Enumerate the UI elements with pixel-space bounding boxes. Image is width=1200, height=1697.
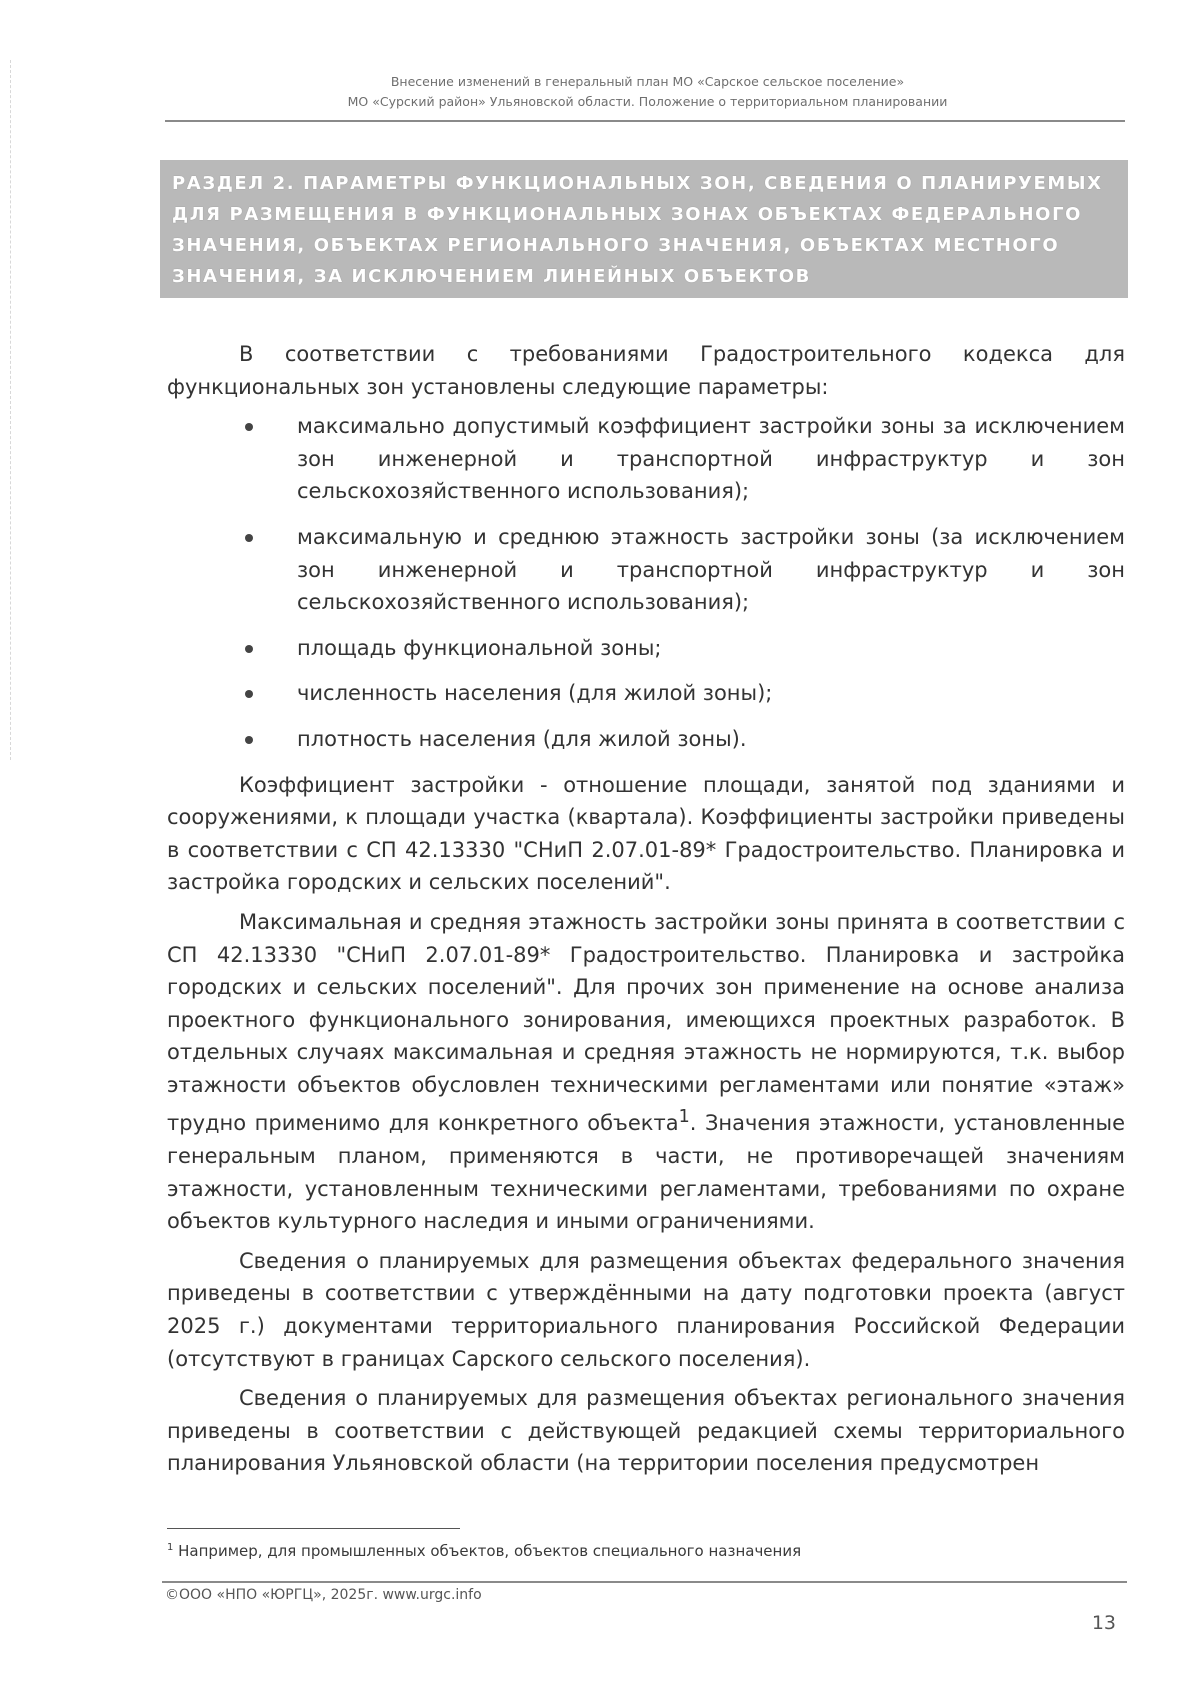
bullet-icon bbox=[245, 690, 253, 698]
list-item bbox=[167, 723, 1125, 756]
federal-objects-paragraph: Сведения о планируемых для размещения объектах федерального значения приведены в соответствии с утверждёнными на дату подготовки проекта (август 2025 г.) документами территориального планирования Российской Федерации (отсутствуют в границах Сарского сельского поселения). bbox=[167, 1248, 1125, 1371]
coefficient-paragraph: Коэффициент застройки - отношение площади, занятой под зданиями и сооружениями, к площади участка (квартала). Коэффициенты застройки приведены в соответствии с СП 42.13330 "СНиП 2.07.01-89* Градостроительство. Планировка и застройка городских и сельских поселений". bbox=[167, 772, 1125, 895]
list-item bbox=[167, 677, 1125, 710]
regional-objects-paragraph: Сведения о планируемых для размещения объектах регионального значения приведены в соответствии с действующей редакцией схемы территориального планирования Ульяновской области (на территории поселения предусмотрен bbox=[167, 1386, 1125, 1476]
footer-divider bbox=[162, 1581, 1127, 1583]
bullet-icon bbox=[245, 736, 253, 744]
footnote-reference[interactable]: 1 bbox=[678, 1107, 690, 1128]
list-item-text: численность населения (для жилой зоны); bbox=[297, 681, 773, 706]
page-number: 13 bbox=[1091, 1612, 1116, 1634]
bullet-icon bbox=[245, 534, 253, 542]
list-item-text: максимально допустимый коэффициент застройки зоны за исключением зон инженерной и транспортной инфраструктур и зон сельскохозяйственного использования); bbox=[297, 414, 1125, 504]
storeys-text-part-1: Максимальная и средняя этажность застройки зоны принята в соответствии с СП 42.13330 "СНиП 2.07.01-89* Градостроительство. Планировка и застройка городских и сельских поселений". Для прочих зон применение на основе анализа проектного функционального зонирования, имеющихся проектных разработок. В отдельных случаях максимальная и средняя этажность не нормируются, т.к. выбор этажности объектов обусловлен техническими регламентами или понятие «этаж» трудно применимо для конкретного объекта bbox=[167, 909, 1125, 1136]
storeys-paragraph bbox=[167, 906, 1125, 1238]
header-line-1: Внесение изменений в генеральный план МО «Сарское сельское поселение» bbox=[390, 74, 905, 89]
section-title: РАЗДЕЛ 2. ПАРАМЕТРЫ ФУНКЦИОНАЛЬНЫХ ЗОН, СВЕДЕНИЯ О ПЛАНИРУЕМЫХ ДЛЯ РАЗМЕЩЕНИЯ В ФУНКЦИОНАЛЬНЫХ ЗОНАХ ОБЪЕКТАХ ФЕДЕРАЛЬНОГО ЗНАЧЕНИЯ, ОБЪЕКТАХ РЕГИОНАЛЬНОГО ЗНАЧЕНИЯ, ОБЪЕКТАХ МЕСТНОГО ЗНАЧЕНИЯ, ЗА ИСКЛЮЧЕНИЕМ ЛИНЕЙНЫХ ОБЪЕКТОВ bbox=[172, 173, 1103, 287]
list-item-text: плотность населения (для жилой зоны). bbox=[297, 726, 747, 751]
header-line-2: МО «Сурский район» Ульяновской области. Положение о территориальном планировании bbox=[347, 94, 948, 109]
footnote bbox=[167, 1538, 1067, 1561]
scan-edge-marks bbox=[10, 60, 14, 760]
footnote-text: Например, для промышленных объектов, объектов специального назначения bbox=[173, 1542, 802, 1560]
document-header bbox=[165, 72, 1130, 112]
list-item bbox=[167, 632, 1125, 665]
storeys-text-part-2: . Значения этажности, установленные генеральным планом, применяются в части, не противоречащей значениям этажности, установленным техническими регламентами, требованиями по охране объектов культурного наследия и иными ограничениями. bbox=[167, 1111, 1125, 1234]
section-heading-box bbox=[160, 160, 1128, 298]
list-item bbox=[167, 521, 1125, 619]
document-body bbox=[167, 338, 1125, 1480]
bullet-icon bbox=[245, 423, 253, 431]
footnote-marker: 1 bbox=[167, 1542, 174, 1553]
footnote-divider bbox=[167, 1528, 460, 1529]
list-item bbox=[167, 410, 1125, 508]
list-item-text: площадь функциональной зоны; bbox=[297, 635, 662, 660]
list-item-text: максимальную и среднюю этажность застройки зоны (за исключением зон инженерной и транспортной инфраструктур и зон сельскохозяйственного использования); bbox=[297, 524, 1125, 615]
intro-paragraph: В соответствии с требованиями Градостроительного кодекса для функциональных зон установлены следующие параметры: bbox=[167, 342, 1125, 399]
footer-copyright: ©ООО «НПО «ЮРГЦ», 2025г. www.urgc.info bbox=[165, 1587, 482, 1603]
parameter-list bbox=[167, 410, 1125, 755]
header-divider bbox=[165, 120, 1125, 122]
bullet-icon bbox=[245, 645, 253, 653]
